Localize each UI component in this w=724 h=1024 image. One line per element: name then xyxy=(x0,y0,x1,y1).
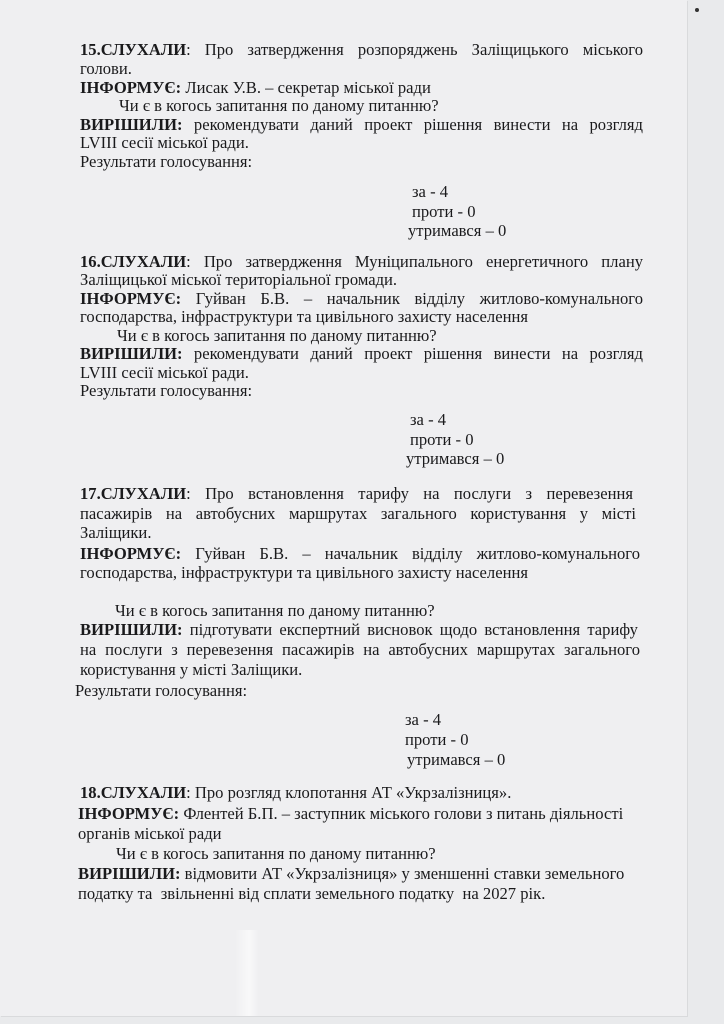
item-16-informs xyxy=(80,290,643,308)
heard-label: СЛУХАЛИ xyxy=(100,484,187,503)
item-17-informs xyxy=(80,545,640,563)
heard-text-cont: пасажирів на автобусних маршрутах загального користування у місті xyxy=(80,504,636,523)
vote-against: проти - 0 xyxy=(412,202,476,221)
decided-label: ВИРІШИЛИ: xyxy=(78,864,181,883)
item-18-informs xyxy=(78,805,641,823)
item-number: 18. xyxy=(80,783,101,802)
heard-label: СЛУХАЛИ xyxy=(100,40,187,59)
decided-text-cont: на послуги з перевезення пасажирів на автобусних маршрутах загального xyxy=(80,640,640,659)
informs-text: Лисак У.В. – секретар міської ради xyxy=(185,78,431,97)
question-line: Чи є в когось запитання по даному питанню? xyxy=(119,96,439,115)
heard-label: СЛУХАЛИ xyxy=(100,252,187,271)
informs-text: Гуйван Б.В. – начальник відділу житлово-комунального xyxy=(195,544,641,563)
question-line: Чи є в когось запитання по даному питанню? xyxy=(115,601,435,620)
informs-label: ІНФОРМУЄ: xyxy=(80,78,182,97)
decided-text: відмовити АТ «Укрзалізниця» у зменшенні ставки земельного xyxy=(184,864,625,883)
item-number: 17. xyxy=(80,484,101,503)
question-line: Чи є в когось запитання по даному питанню? xyxy=(117,326,437,345)
heard-label: СЛУХАЛИ xyxy=(100,783,187,802)
item-16-decided xyxy=(80,345,643,363)
informs-text-cont: господарства, інфраструктури та цивільного захисту населення xyxy=(80,563,528,582)
item-16-heard: 16.СЛУХАЛИ: Про затвердження Муніципального енергетичного плану xyxy=(80,252,643,271)
vote-for: за - 4 xyxy=(405,710,442,729)
heard-text-cont: Заліщики. xyxy=(80,523,152,542)
vote-for: за - 4 xyxy=(412,182,449,201)
item-18-decided xyxy=(78,865,641,883)
informs-text-cont: органів міської ради xyxy=(78,824,222,843)
decided-text: рекомендувати даний проект рішення винести на розгляд xyxy=(193,115,643,134)
heard-text: Про затвердження Муніципального енергетичного плану xyxy=(203,252,643,271)
item-17-decided xyxy=(80,621,638,639)
item-15-heard: 15.СЛУХАЛИ: Про затвердження розпоряджень Заліщицького міського xyxy=(80,40,643,59)
decided-text-cont: LVIII сесії міської ради. xyxy=(80,363,249,382)
informs-label: ІНФОРМУЄ: xyxy=(78,804,180,823)
heard-text: Про затвердження розпоряджень Заліщицького міського xyxy=(204,40,643,59)
results-label: Результати голосування: xyxy=(80,381,253,400)
decided-text: підготувати експертний висновок щодо встановлення тарифу xyxy=(189,620,638,639)
vote-against: проти - 0 xyxy=(410,430,474,449)
scan-speck xyxy=(695,8,699,12)
question-line: Чи є в когось запитання по даному питанню? xyxy=(116,844,436,863)
heard-text-cont: Заліщицької міської територіальної громади. xyxy=(80,270,398,289)
decided-text-cont: користування у місті Заліщики. xyxy=(80,660,303,679)
vote-abstained: утримався – 0 xyxy=(406,449,505,468)
informs-text: Гуйван Б.В. – начальник відділу житлово-комунального xyxy=(195,289,644,308)
item-number: 16. xyxy=(80,252,101,271)
item-18-heard: 18.СЛУХАЛИ: Про розгляд клопотання АТ «Укрзалізниця». xyxy=(80,783,512,802)
heard-text: Про встановлення тарифу на послуги з перевезення xyxy=(205,484,633,503)
informs-label: ІНФОРМУЄ: xyxy=(80,544,182,563)
decided-label: ВИРІШИЛИ: xyxy=(80,344,183,363)
decided-text-cont: податку та звільненні від сплати земельного податку на 2027 рік. xyxy=(78,884,546,903)
decided-text-cont: LVIII сесії міської ради. xyxy=(80,133,249,152)
decided-text: рекомендувати даний проект рішення винести на розгляд xyxy=(193,344,643,363)
decided-label: ВИРІШИЛИ: xyxy=(80,115,183,134)
item-15-decided xyxy=(80,116,643,134)
informs-label: ІНФОРМУЄ: xyxy=(80,289,182,308)
results-label: Результати голосування: xyxy=(80,152,253,171)
vote-for: за - 4 xyxy=(410,410,447,429)
informs-text: Флентей Б.П. – заступник міського голови з питань діяльності xyxy=(183,804,624,823)
item-number: 15. xyxy=(80,40,101,59)
vote-abstained: утримався – 0 xyxy=(408,221,507,240)
paper-fold-shadow xyxy=(235,930,259,1016)
vote-against: проти - 0 xyxy=(405,730,469,749)
decided-label: ВИРІШИЛИ: xyxy=(80,620,183,639)
vote-abstained: утримався – 0 xyxy=(407,750,506,769)
informs-text-cont: господарства, інфраструктури та цивільного захисту населення xyxy=(80,307,528,326)
results-label: Результати голосування: xyxy=(75,681,248,700)
heard-text: Про розгляд клопотання АТ «Укрзалізниця». xyxy=(194,783,512,802)
item-15-informs xyxy=(80,79,643,97)
item-17-heard: 17.СЛУХАЛИ: Про встановлення тарифу на послуги з перевезення xyxy=(80,484,633,503)
heard-text-cont: голови. xyxy=(80,59,132,78)
